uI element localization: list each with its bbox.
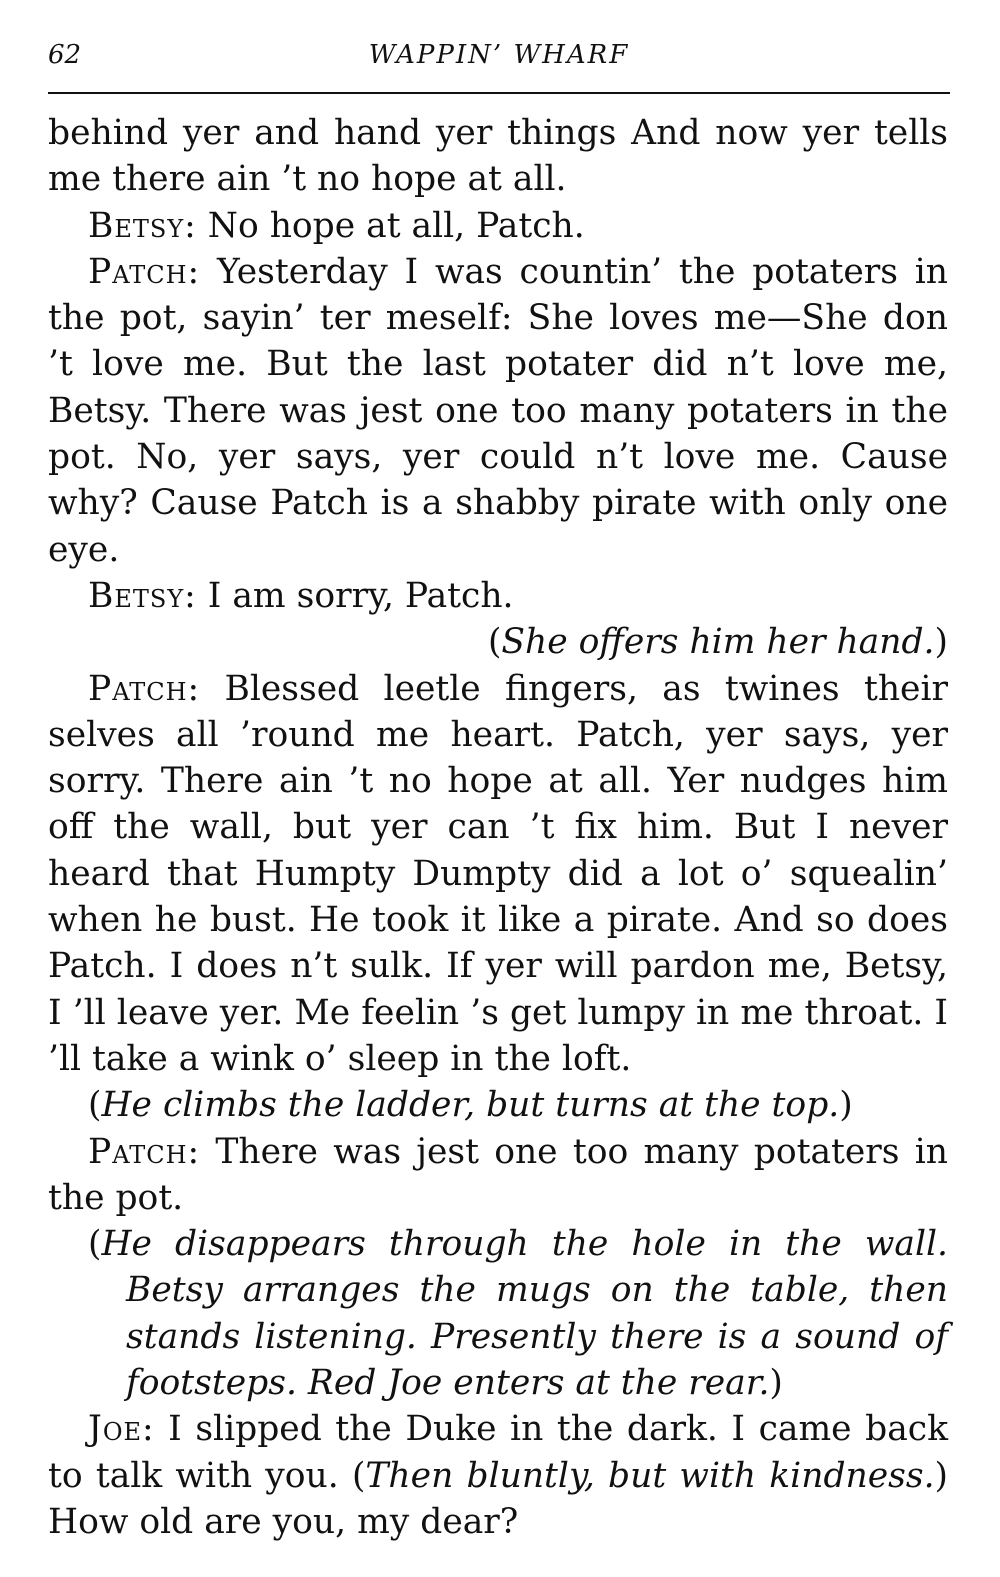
speaker-name: Betsy: <box>88 205 197 246</box>
stage-direction: (He disappears through the hole in the wall. Betsy arranges the mugs on the table, then stands listening. Presently there is a sound of footsteps. Red Joe enters at the rear.) <box>88 1224 948 1404</box>
speech-betsy: Betsy: I am sorry, Patch. <box>88 575 514 616</box>
speech-betsy: Betsy: No hope at all, Patch. <box>88 205 585 246</box>
running-title: WAPPIN’ WHARF <box>368 40 630 70</box>
inline-stage-direction: Then bluntly, but with kindness. <box>365 1455 935 1496</box>
speech-continuation: behind yer and hand yer things And now yer tells me there ain ’t no hope at all. <box>48 113 948 200</box>
page-number: 62 <box>48 40 82 70</box>
speaker-name: Patch: <box>88 1131 201 1172</box>
speaker-name: Joe: <box>88 1409 155 1450</box>
speaker-name: Patch: <box>88 251 201 292</box>
stage-direction: (He climbs the ladder, but turns at the top.) <box>88 1085 853 1126</box>
header-rule <box>48 92 950 94</box>
page-header <box>48 40 950 80</box>
speech-patch: Patch: Blessed leetle fingers, as twines their selves all ’round me heart. Patch, yer says, yer sorry. There ain ’t no hope at all. Yer nudges him off the wall, but yer can ’t fix him. But I never heard that Humpty Dumpty did a lot o’ squealin’ when he bust. He took it like a pirate. And so does Patch. I does n’t sulk. If yer will pardon me, Betsy, I ’ll leave yer. Me feelin ’s get lumpy in me throat. I ’ll take a wink o’ sleep in the loft. <box>48 668 948 1079</box>
speaker-name: Patch: <box>88 668 201 709</box>
speaker-name: Betsy: <box>88 575 197 616</box>
speech-patch: Patch: Yesterday I was countin’ the potaters in the pot, sayin’ ter meself: She loves me—She don ’t love me. But the last potater did n’t love me, Betsy. There was jest one too many potaters in the pot. No, yer says, yer could n’t love me. Cause why? Cause Patch is a shabby pirate with only one eye. <box>48 251 948 570</box>
play-text <box>48 110 948 1545</box>
stage-direction: (She offers him her hand.) <box>487 622 948 663</box>
speech-patch: Patch: There was jest one too many potaters in the pot. <box>48 1131 948 1218</box>
speech-joe: Joe: I slipped the Duke in the dark. I came back to talk with you. (Then bluntly, but with kindness.) How old are you, my dear? <box>48 1409 949 1542</box>
